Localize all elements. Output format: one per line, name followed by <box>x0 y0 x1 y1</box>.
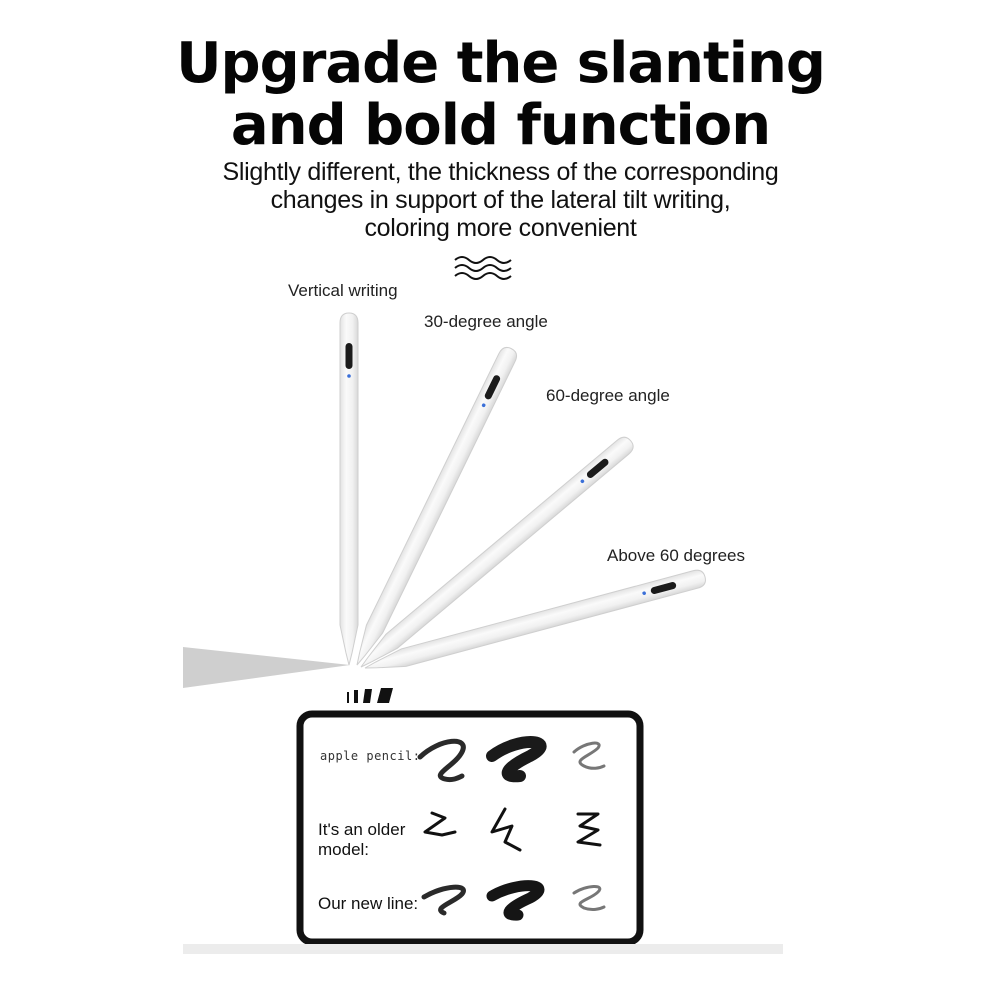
subtitle-line-1: Slightly different, the thickness of the corresponding <box>222 158 779 186</box>
row-label-older-model: It's an older model: <box>318 820 406 859</box>
label-60-degree: 60-degree angle <box>546 386 670 405</box>
shadow-wedge <box>183 647 350 688</box>
row-label-new-line: Our new line: <box>318 894 419 913</box>
headline-line-2: and bold function <box>230 93 771 158</box>
headline-line-1: Upgrade the slanting <box>176 31 825 96</box>
subtitle-line-2: changes in support of the lateral tilt writing, <box>270 186 731 214</box>
wave-icon <box>455 257 511 279</box>
label-above-60: Above 60 degrees <box>607 546 745 565</box>
floor-shadow <box>183 944 783 954</box>
pencil-30-degree <box>349 345 519 669</box>
thickness-bars-icon <box>347 688 393 703</box>
subtitle-line-3: coloring more convenient <box>364 214 637 242</box>
label-vertical-writing: Vertical writing <box>288 281 398 300</box>
row-label-apple-pencil: apple pencil: <box>320 749 421 763</box>
label-30-degree: 30-degree angle <box>424 312 548 331</box>
pencil-vertical <box>340 313 358 665</box>
